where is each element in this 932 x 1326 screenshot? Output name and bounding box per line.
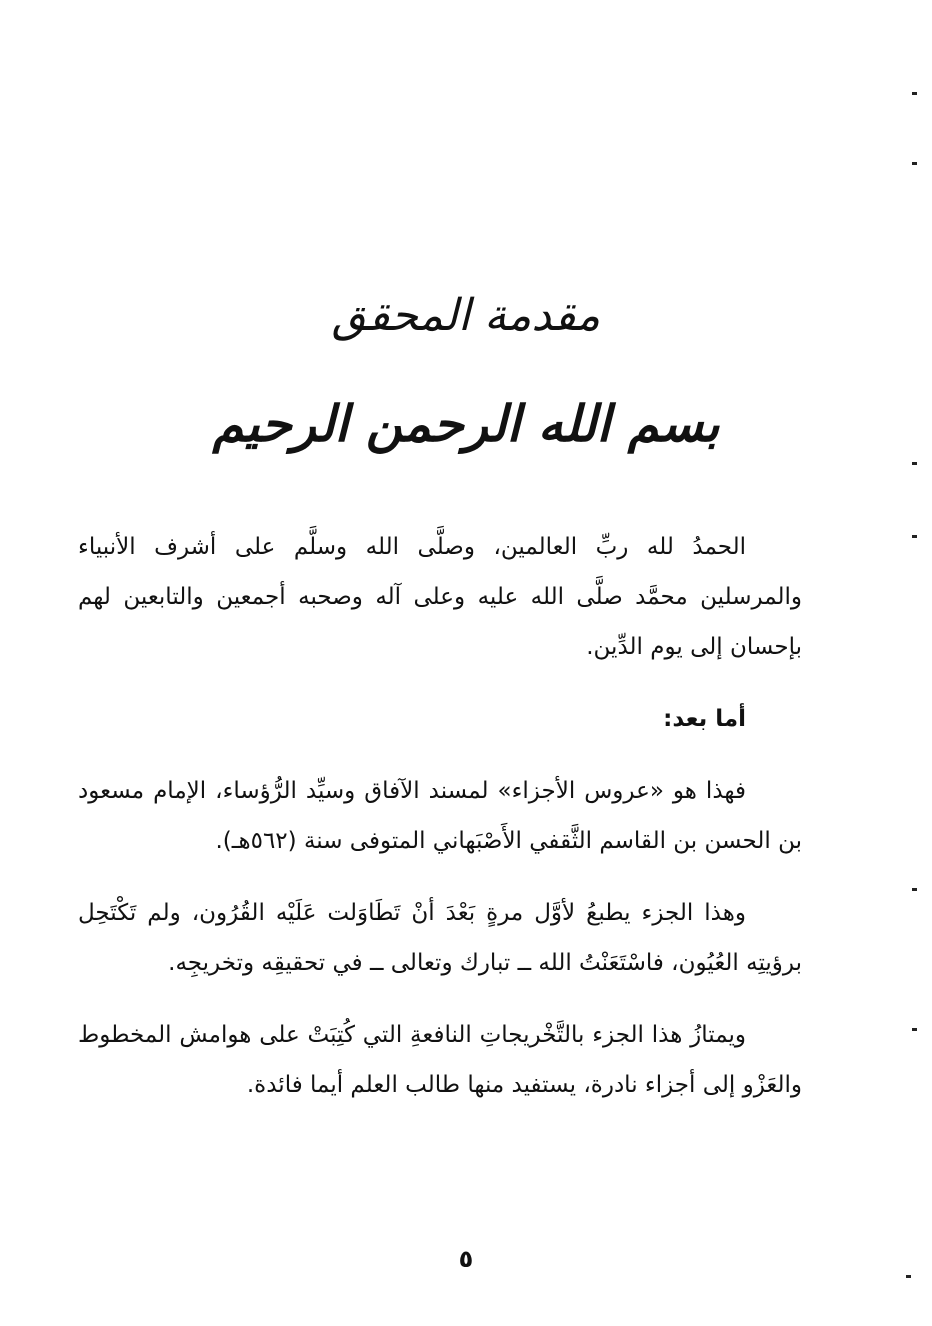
paragraph-first-print: وهذا الجزء يطبعُ لأوَّل مرةٍ بَعْدَ أنْ تَطَاوَلت عَلَيْه القُرُون، ولم تَكْتَحِل برؤيتِه العُيُون، فاسْتَعَنْتُ الله ــ تبارك وتعالى ــ في تحقيقِه وتخريجِه.	[78, 900, 802, 976]
paragraph-amma-bad: أما بعد:	[663, 706, 746, 732]
paragraph-opening-praise: الحمدُ لله ربِّ العالمين، وصلَّى الله وسلَّم على أشرف الأنبياء والمرسلين محمَّد صلَّى الله عليه وعلى آله وصحبه أجمعين والتابعين لهم بإحسان إلى يوم الدِّين.	[78, 534, 802, 660]
section-heading: مقدمة المحقق	[331, 290, 601, 341]
basmala: بسم الله الرحمن الرحيم	[212, 395, 720, 453]
paragraph-book-introduction: فهذا هو «عروس الأجزاء» لمسند الآفاق وسيِّد الرُّؤساء، الإمام مسعود بن الحسن بن القاسم الثَّقفي الأَصْبَهاني المتوفى سنة (٥٦٢هـ).	[78, 778, 802, 854]
scan-speck	[912, 535, 917, 538]
scan-speck	[912, 462, 917, 465]
body-text	[78, 522, 802, 1110]
paragraph-features: ويمتازُ هذا الجزء بالتَّخْريجاتِ النافعةِ التي كُتِبَتْ على هوامش المخطوط والعَزْو إلى أجزاء نادرة، يستفيد منها طالب العلم أيما فائدة.	[78, 1022, 802, 1098]
page-number: ٥	[458, 1245, 474, 1273]
scan-speck	[912, 888, 917, 891]
scan-speck	[912, 92, 917, 95]
scan-speck	[906, 1275, 911, 1278]
scan-speck	[912, 1028, 917, 1031]
scan-speck	[912, 162, 917, 165]
